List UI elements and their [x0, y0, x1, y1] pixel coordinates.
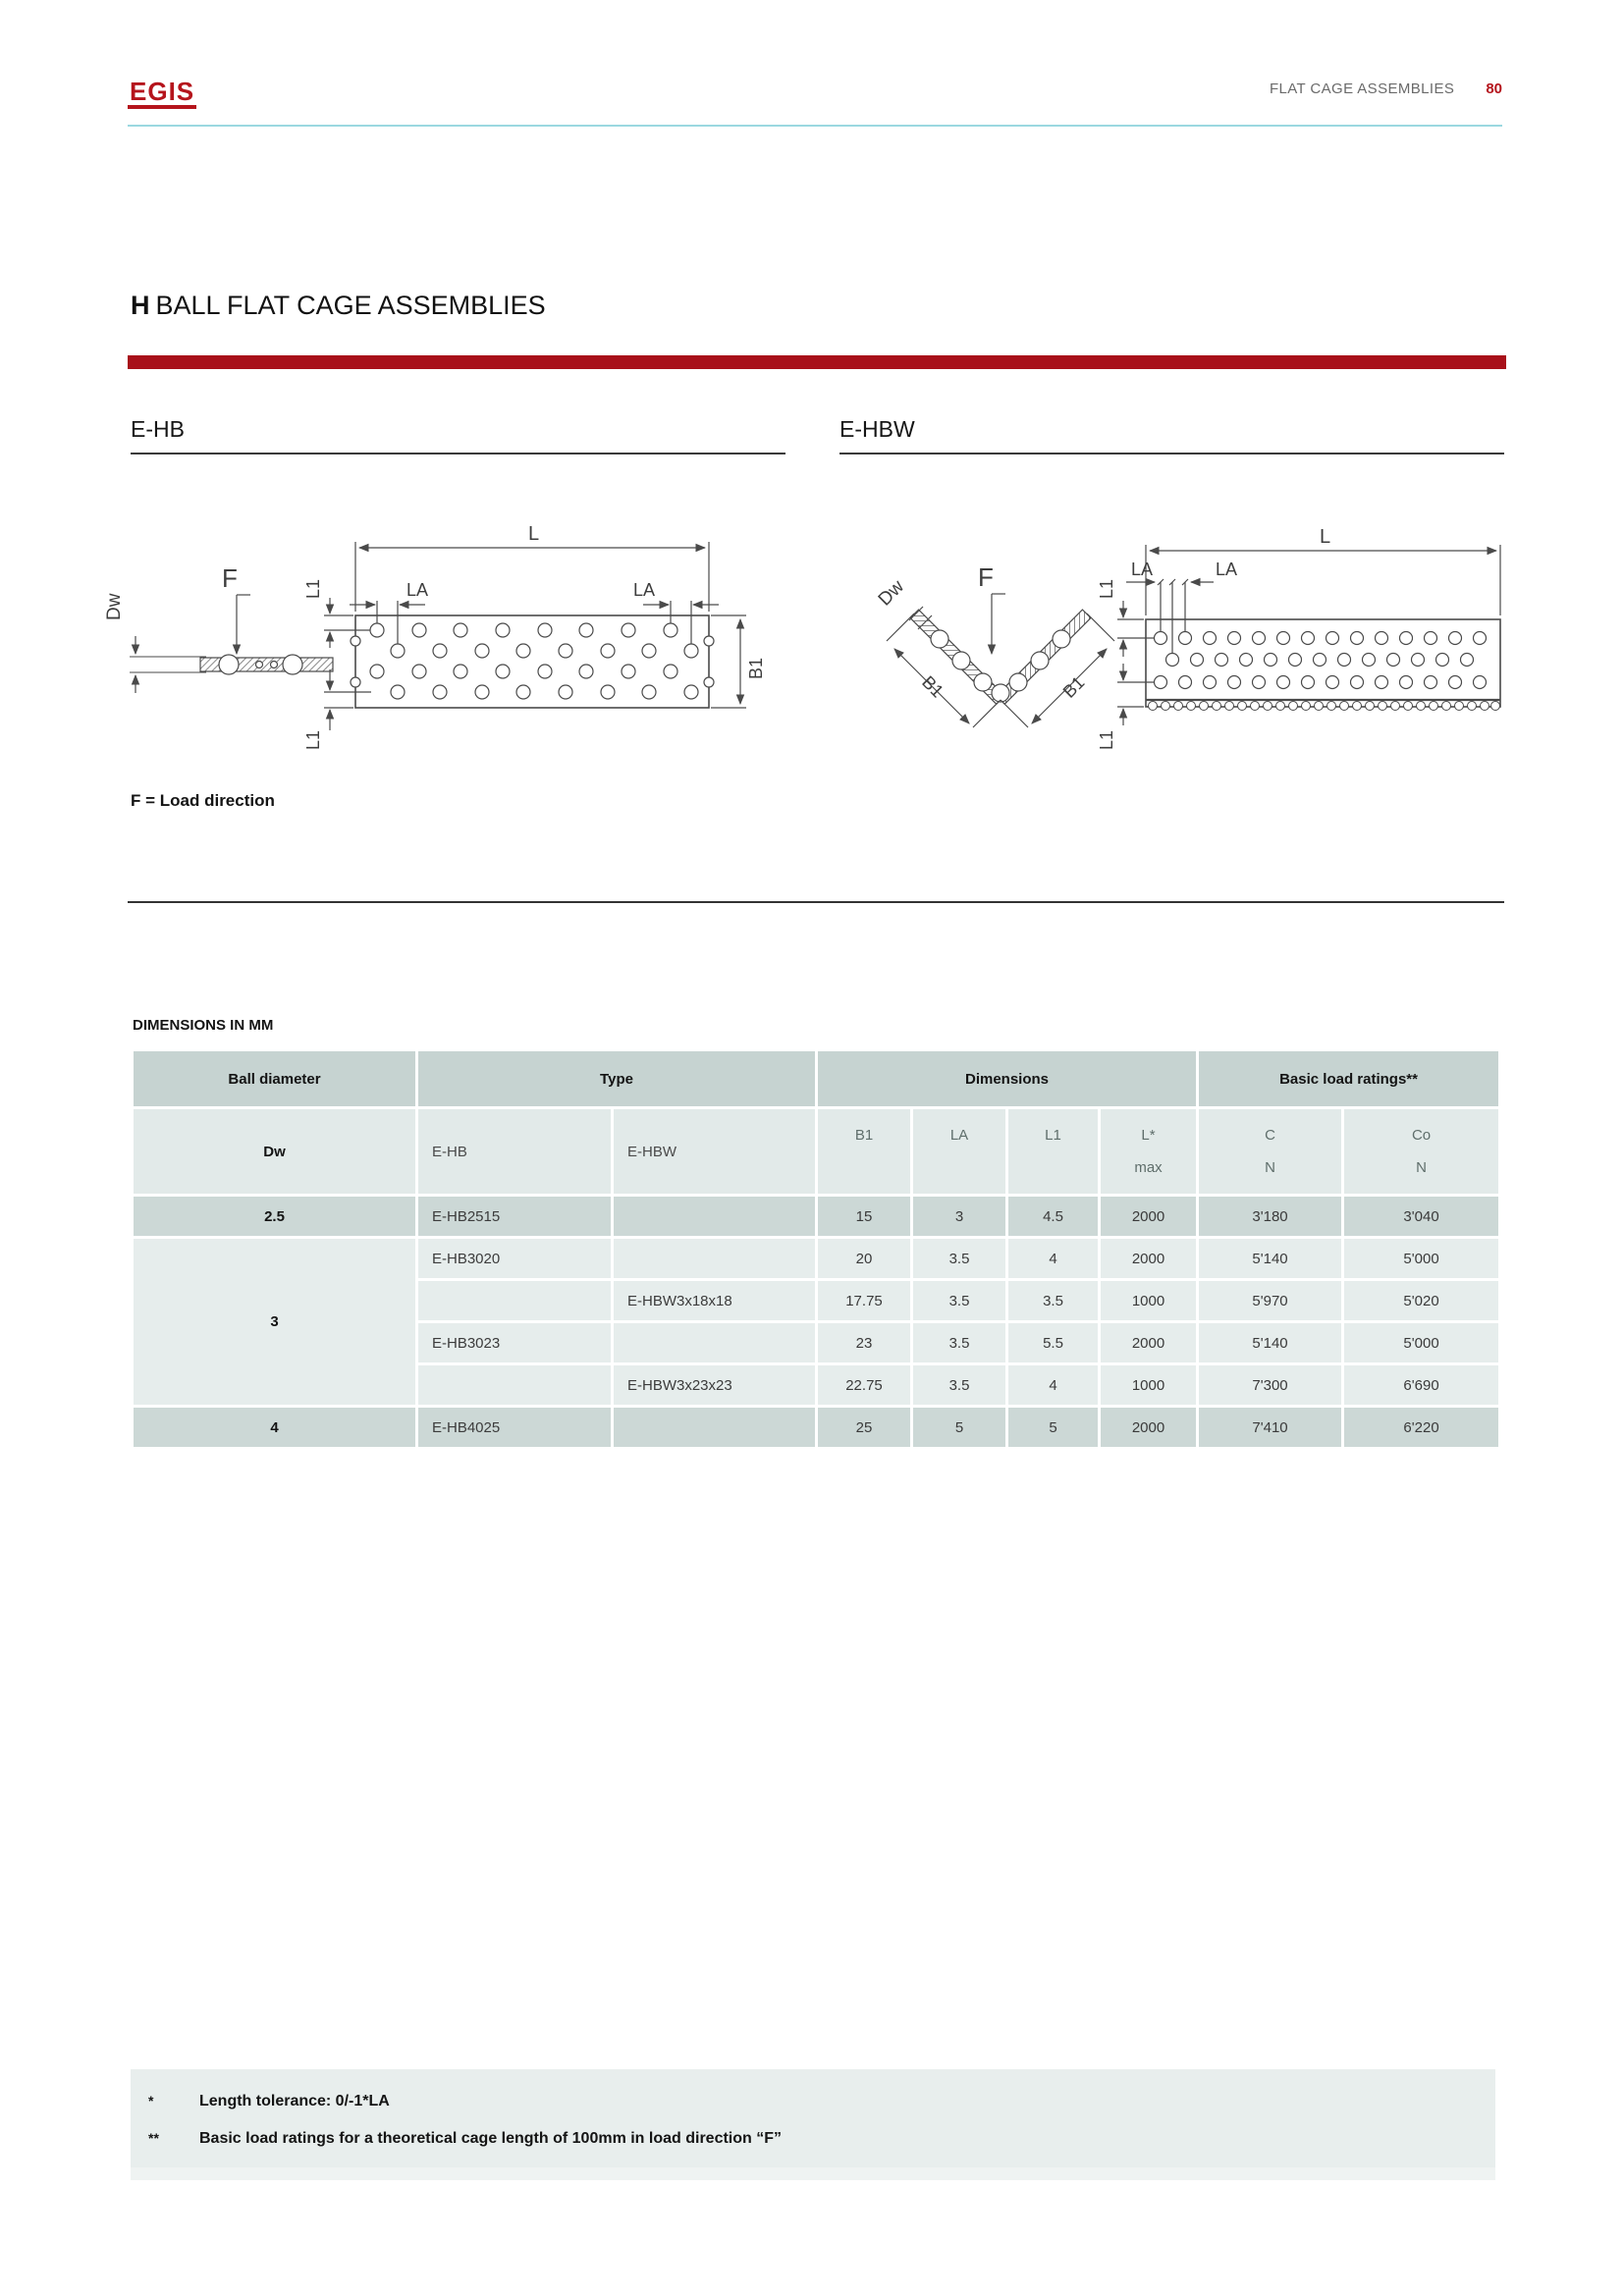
sub-header-l-max: L* max — [1101, 1109, 1196, 1194]
cell-type-e-hb: E-HB3023 — [418, 1323, 611, 1362]
cell-c: 7'300 — [1199, 1365, 1341, 1405]
length-label: L — [1320, 526, 1331, 548]
cell-la: 3.5 — [913, 1323, 1005, 1362]
width-label: B1 — [746, 657, 766, 679]
cell-b1: 25 — [818, 1408, 910, 1447]
sub-header-l1: L1 — [1008, 1109, 1098, 1194]
header-divider — [128, 125, 1502, 127]
cell-b1: 23 — [818, 1323, 910, 1362]
cell-type-e-hbw: E-HBW3x23x23 — [614, 1365, 815, 1405]
end-distance-label: L1 — [1097, 729, 1116, 750]
ball-diameter-label: Dw — [874, 576, 908, 611]
ball-pitch-label: LA — [406, 580, 429, 600]
egis-logo: EGIS — [128, 79, 196, 109]
sub-header-b1: B1 — [818, 1109, 910, 1194]
specification-table — [131, 1048, 1501, 1450]
cell-la: 5 — [913, 1408, 1005, 1447]
cell-co: 5'000 — [1344, 1239, 1498, 1278]
cell-type-e-hbw — [614, 1408, 815, 1447]
cell-dw: 3 — [134, 1239, 415, 1405]
title-text: BALL FLAT CAGE ASSEMBLIES — [155, 291, 546, 320]
sub-header-dw: Dw — [134, 1109, 415, 1194]
cell-la: 3.5 — [913, 1239, 1005, 1278]
sub-header-la: LA — [913, 1109, 1005, 1194]
cell-type-e-hb — [418, 1281, 611, 1320]
cell-c: 3'180 — [1199, 1197, 1341, 1236]
cell-l1: 5 — [1008, 1408, 1098, 1447]
section-heading-rule-e-hb — [131, 453, 785, 454]
cell-la: 3.5 — [913, 1281, 1005, 1320]
cell-dw: 2.5 — [134, 1197, 415, 1236]
title-accent-bar — [128, 355, 1506, 369]
cell-b1: 17.75 — [818, 1281, 910, 1320]
length-label: L — [528, 523, 540, 545]
page-header-right — [1239, 80, 1502, 97]
cell-c: 7'410 — [1199, 1408, 1341, 1447]
cell-type-e-hb: E-HB4025 — [418, 1408, 611, 1447]
end-distance-label: L1 — [303, 578, 323, 599]
table-row — [134, 1239, 1498, 1278]
sub-header-e-hbw: E-HBW — [614, 1109, 815, 1194]
section-heading-e-hbw: E-HBW — [839, 416, 915, 442]
cell-l1: 5.5 — [1008, 1323, 1098, 1362]
page-title — [131, 291, 546, 321]
table-row — [134, 1408, 1498, 1447]
end-distance-label: L1 — [1097, 578, 1116, 599]
section-heading-rule-e-hbw — [839, 453, 1504, 454]
dimensions-unit-note: DIMENSIONS IN MM — [133, 1017, 274, 1034]
cell-c: 5'140 — [1199, 1239, 1341, 1278]
cell-dw: 4 — [134, 1408, 415, 1447]
cell-co: 6'690 — [1344, 1365, 1498, 1405]
group-header-load-ratings: Basic load ratings** — [1199, 1051, 1498, 1106]
footnote-length-tolerance — [131, 2093, 390, 2110]
cell-c: 5'140 — [1199, 1323, 1341, 1362]
table-row — [134, 1197, 1498, 1236]
group-header-type: Type — [418, 1051, 815, 1106]
cell-b1: 15 — [818, 1197, 910, 1236]
cell-type-e-hb: E-HB3020 — [418, 1239, 611, 1278]
cell-type-e-hbw: E-HBW3x18x18 — [614, 1281, 815, 1320]
ball-pitch-label: LA — [1131, 560, 1154, 579]
cell-l-max: 2000 — [1101, 1197, 1196, 1236]
cell-l-max: 2000 — [1101, 1323, 1196, 1362]
title-index-letter: H — [131, 291, 150, 320]
e-hb-technical-drawing — [90, 501, 778, 775]
cell-l-max: 2000 — [1101, 1239, 1196, 1278]
cell-co: 5'000 — [1344, 1323, 1498, 1362]
footnote-text: Basic load ratings for a theoretical cage length of 100mm in load direction “F” — [199, 2130, 783, 2147]
sub-header-co: Co N — [1344, 1109, 1498, 1194]
cell-l1: 4.5 — [1008, 1197, 1098, 1236]
footnotes-box-bottom-strip — [131, 2167, 1495, 2180]
cell-type-e-hbw — [614, 1323, 815, 1362]
table-group-header-row — [134, 1051, 1498, 1106]
cell-type-e-hb: E-HB2515 — [418, 1197, 611, 1236]
width-label: B1 — [918, 671, 947, 702]
footnotes-box — [131, 2069, 1495, 2167]
cell-type-e-hbw — [614, 1197, 815, 1236]
ball-diameter-label: Dw — [104, 593, 125, 620]
cell-la: 3.5 — [913, 1365, 1005, 1405]
cell-type-e-hbw — [614, 1239, 815, 1278]
section-heading-e-hb: E-HB — [131, 416, 185, 442]
cell-l1: 4 — [1008, 1365, 1098, 1405]
footnote-marker: * — [148, 2093, 154, 2109]
sub-header-c: C N — [1199, 1109, 1341, 1194]
cell-b1: 20 — [818, 1239, 910, 1278]
cell-l-max: 1000 — [1101, 1281, 1196, 1320]
end-distance-label: L1 — [303, 729, 323, 750]
page-number: 80 — [1486, 80, 1502, 97]
cell-b1: 22.75 — [818, 1365, 910, 1405]
load-direction-note: F = Load direction — [131, 791, 275, 810]
cell-l1: 4 — [1008, 1239, 1098, 1278]
cell-co: 6'220 — [1344, 1408, 1498, 1447]
group-header-ball-diameter: Ball diameter — [134, 1051, 415, 1106]
force-label: F — [978, 562, 994, 592]
table-sub-header-row — [134, 1109, 1498, 1194]
ball-pitch-label: LA — [633, 580, 656, 600]
cell-l-max: 1000 — [1101, 1365, 1196, 1405]
footnote-marker: ** — [148, 2130, 159, 2146]
cell-la: 3 — [913, 1197, 1005, 1236]
header-section-label: FLAT CAGE ASSEMBLIES — [1269, 80, 1455, 97]
cell-type-e-hb — [418, 1365, 611, 1405]
cell-co: 5'020 — [1344, 1281, 1498, 1320]
sub-header-e-hb: E-HB — [418, 1109, 611, 1194]
cell-l-max: 2000 — [1101, 1408, 1196, 1447]
group-header-dimensions: Dimensions — [818, 1051, 1196, 1106]
e-hbw-technical-drawing — [835, 491, 1522, 775]
footnote-text: Length tolerance: 0/-1*LA — [199, 2093, 390, 2109]
drawings-bottom-rule — [128, 901, 1504, 903]
cell-c: 5'970 — [1199, 1281, 1341, 1320]
cell-l1: 3.5 — [1008, 1281, 1098, 1320]
cell-co: 3'040 — [1344, 1197, 1498, 1236]
width-label: B1 — [1058, 672, 1089, 702]
force-label: F — [222, 563, 238, 593]
footnote-load-ratings — [131, 2130, 782, 2148]
ball-pitch-label: LA — [1216, 560, 1238, 579]
